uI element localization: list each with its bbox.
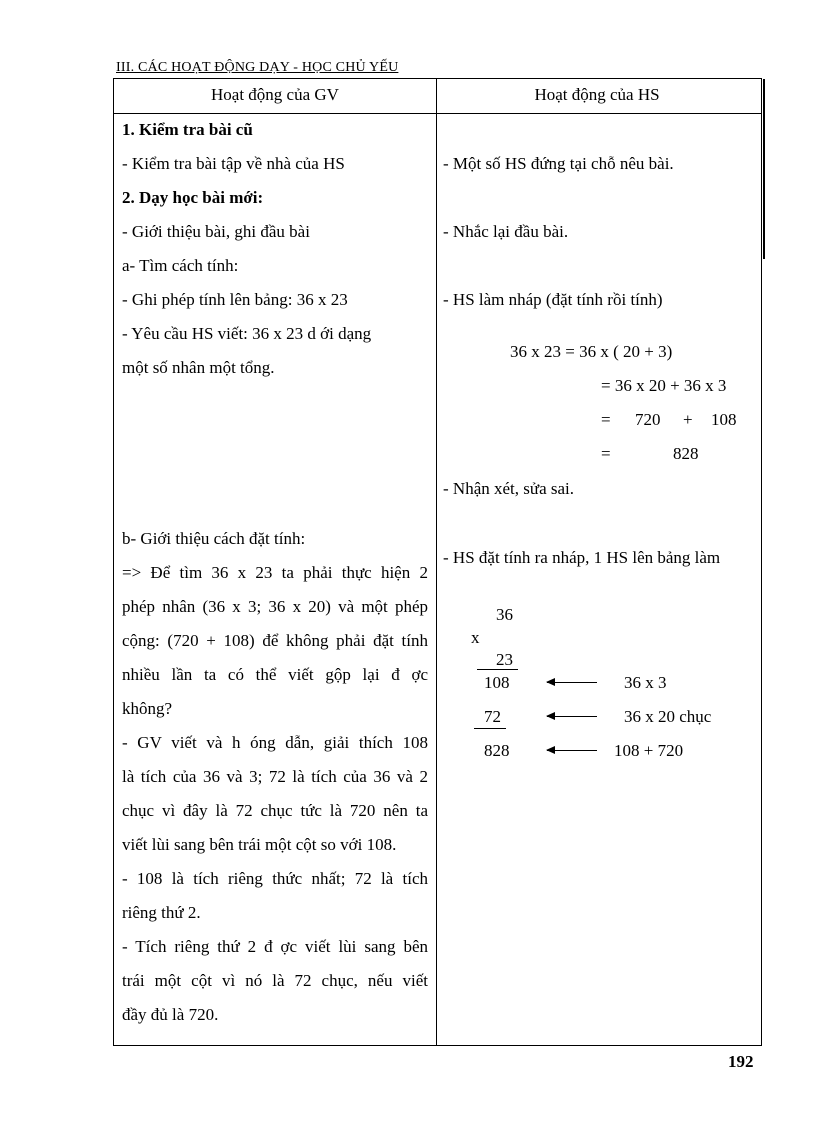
gv-line: viết lùi sang bên trái một cột so với 108.: [122, 835, 397, 854]
hs-line: - Một số HS đứng tại chỗ nêu bài.: [443, 154, 674, 173]
calc-result: 828: [484, 741, 510, 760]
gv-heading-old-lesson: 1. Kiểm tra bài cũ: [122, 120, 253, 139]
gv-line: - Giới thiệu bài, ghi đầu bài: [122, 222, 310, 241]
equation-value: 720: [635, 410, 661, 429]
hs-line: - HS làm nháp (đặt tính rồi tính): [443, 290, 663, 309]
left-arrow-icon: [547, 750, 597, 751]
gv-line: một số nhân một tổng.: [122, 358, 275, 377]
calc-note: 108 + 720: [614, 741, 684, 760]
gv-line: a- Tìm cách tính:: [122, 256, 239, 275]
equation-line: 36 x 23 = 36 x ( 20 + 3): [510, 342, 673, 361]
calc-operator: x: [471, 628, 480, 647]
gv-line: cộng: (720 + 108) để không phải đặt tính: [122, 631, 428, 650]
gv-line: => Để tìm 36 x 23 ta phải thực hiện 2: [122, 563, 428, 582]
equation-line: = 36 x 20 + 36 x 3: [601, 376, 727, 395]
gv-line: - GV viết và h óng dẫn, giải thích 108: [122, 733, 428, 752]
calc-partial-product-1: 108: [484, 673, 510, 692]
calc-multiplier: 23: [496, 650, 513, 669]
gv-line: - Kiểm tra bài tập về nhà của HS: [122, 154, 345, 173]
gv-line: không?: [122, 699, 173, 718]
gv-line: phép nhân (36 x 3; 36 x 20) và một phép: [122, 597, 428, 616]
gv-line: - 108 là tích riêng thức nhất; 72 là tích: [122, 869, 428, 888]
page-number: 192: [728, 1052, 754, 1071]
gv-line: - Ghi phép tính lên bảng: 36 x 23: [122, 290, 348, 309]
equation-equals: =: [601, 444, 611, 463]
equation-value: 828: [673, 444, 699, 463]
calc-underline: [477, 669, 518, 670]
gv-line: - Tích riêng thứ 2 đ ợc viết lùi sang bên: [122, 937, 428, 956]
left-arrow-icon: [547, 716, 597, 717]
gv-line: đầy đủ là 720.: [122, 1005, 219, 1024]
calc-note: 36 x 20 chục: [624, 707, 712, 726]
hs-line: - HS đặt tính ra nháp, 1 HS lên bảng làm: [443, 548, 721, 567]
equation-value: 108: [711, 410, 737, 429]
gv-line: là tích của 36 và 3; 72 là tích của 36 và 2: [122, 767, 428, 786]
hs-line: - Nhắc lại đầu bài.: [443, 222, 569, 241]
gv-line: nhiều lần ta có thể viết gộp lại đ ợc: [122, 665, 428, 684]
header-divider: [114, 113, 761, 114]
header-student-activity: Hoạt động của HS: [534, 85, 660, 104]
equation-equals: =: [601, 410, 611, 429]
calc-partial-product-2: 72: [484, 707, 501, 726]
gv-line: riêng thứ 2.: [122, 903, 201, 922]
column-divider: [436, 79, 437, 1045]
gv-line: trái một cột vì nó là 72 chục, nếu viết: [122, 971, 428, 990]
right-margin-bar: [763, 79, 765, 259]
left-arrow-icon: [547, 682, 597, 683]
section-title: III. CÁC HOẠT ĐỘNG DẠY - HỌC CHỦ YẾU: [116, 60, 399, 75]
hs-line: - Nhận xét, sửa sai.: [443, 479, 575, 498]
header-teacher-activity: Hoạt động của GV: [211, 85, 339, 104]
gv-line: chục vì đây là 72 chục tức là 720 nên ta: [122, 801, 428, 820]
calc-multiplicand: 36: [496, 605, 513, 624]
gv-heading-new-lesson: 2. Dạy học bài mới:: [122, 188, 264, 207]
gv-line: b- Giới thiệu cách đặt tính:: [122, 529, 306, 548]
calc-underline: [474, 728, 506, 729]
gv-line: - Yêu cầu HS viết: 36 x 23 d ới dạng: [122, 324, 372, 343]
calc-note: 36 x 3: [624, 673, 667, 692]
activity-table: [113, 78, 762, 1046]
equation-plus: +: [683, 410, 693, 429]
